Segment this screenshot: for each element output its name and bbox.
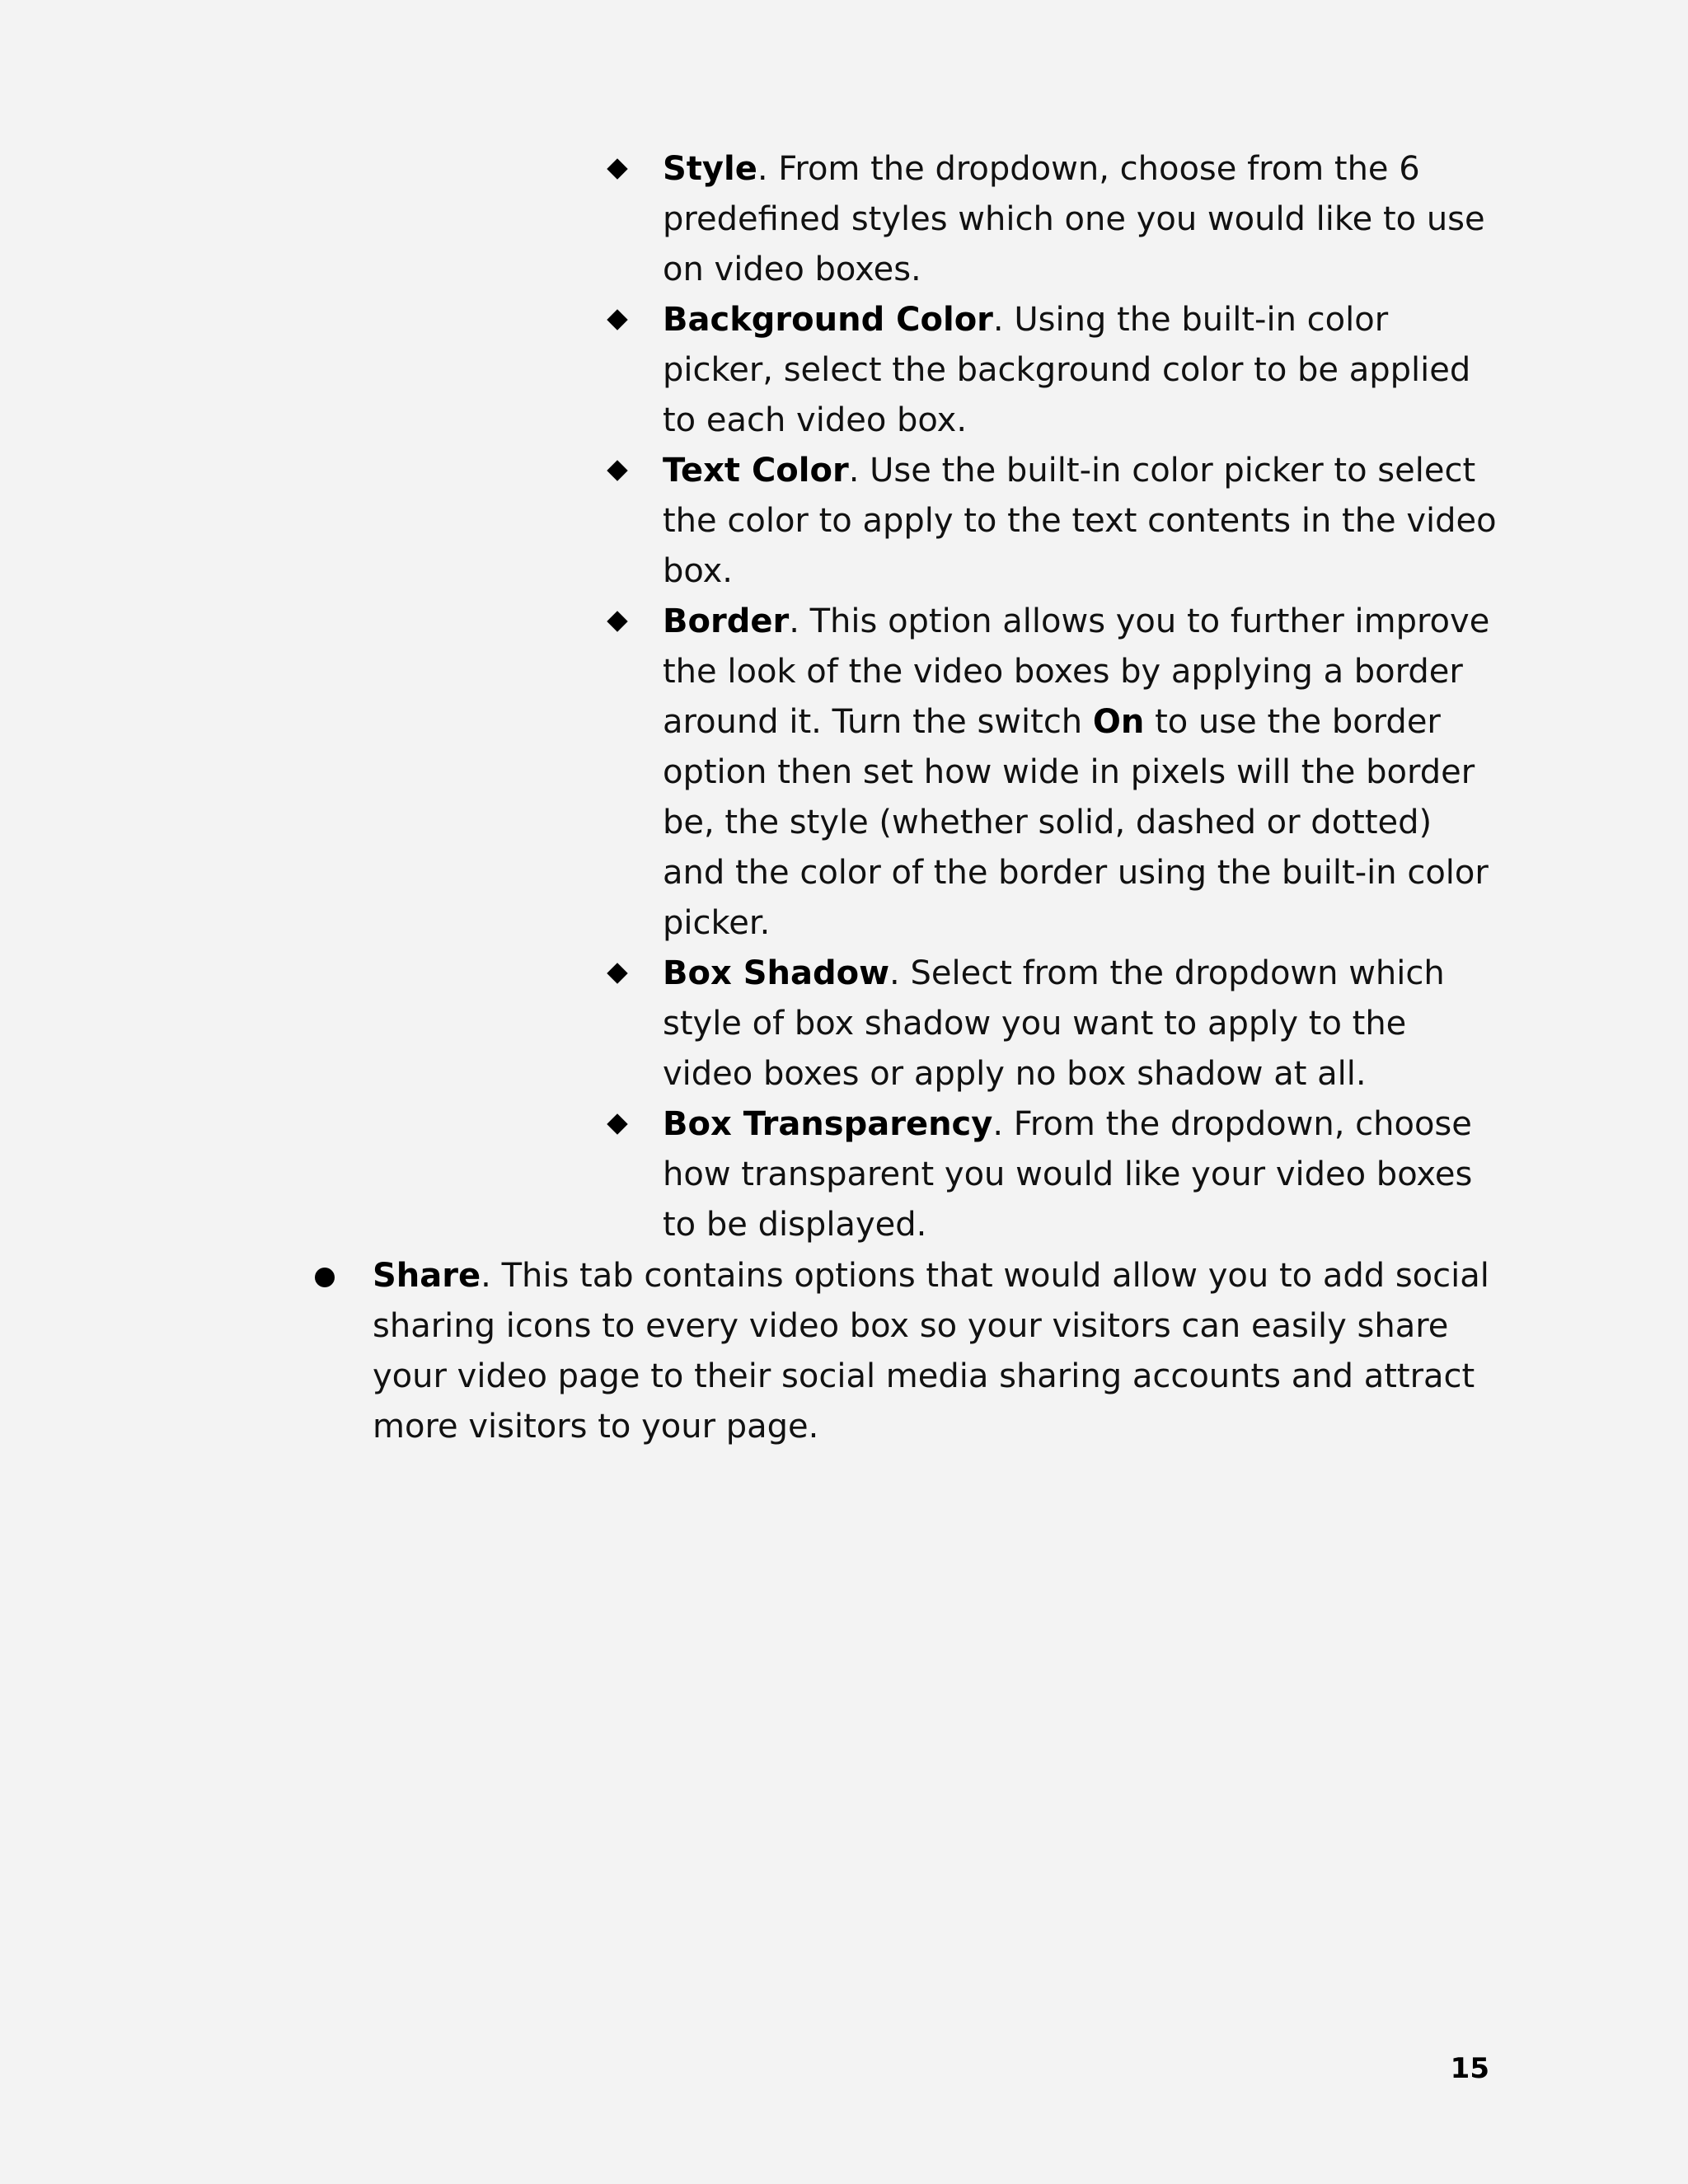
list-item-text-color [602,446,1500,597]
list-item-box-transparency [602,1099,1500,1250]
page-number: 15 [1450,2052,1489,2085]
item-text: . Use the built-in color picker to select the color to apply to the text contents in the video box. [663,452,1497,590]
item-term: Box Transparency [663,1105,993,1143]
diamond-bullet-icon [607,611,628,632]
item-text: . This option allows you to further improve the look of the video boxes by applying a border around it. Turn the switch [663,602,1490,741]
list-item-box-shadow [602,949,1500,1099]
diamond-bullet-icon [607,158,628,180]
main-option-list [309,1251,1504,1452]
diamond-bullet-icon [607,460,628,481]
round-bullet-icon [315,1268,335,1287]
list-item-background-color [602,295,1500,446]
item-term: Style [663,150,757,188]
item-term: Background Color [663,301,993,339]
diamond-bullet-icon [607,963,628,984]
item-text: . From the dropdown, choose how transparent you would like your video boxes to be displayed. [663,1105,1473,1244]
item-term: Text Color [663,452,849,490]
diamond-bullet-icon [607,1113,628,1135]
item-term: Box Shadow [663,954,890,992]
diamond-bullet-icon [607,309,628,330]
list-item-style [602,144,1500,295]
item-text: to use the border option then set how wide in pixels will the border be, the style (whether solid, dashed or dotted) and the color of the border using the built-in color picker. [663,703,1489,942]
item-text: . From the dropdown, choose from the 6 predefined styles which one you would like to use on video boxes. [663,150,1485,288]
item-text: . Using the built-in color picker, select the background color to be applied to each video box. [663,301,1471,439]
item-emphasis: On [1092,703,1145,741]
item-term: Share [373,1257,481,1295]
item-term: Border [663,602,790,640]
item-text: . This tab contains options that would allow you to add social sharing icons to every video box so your visitors can easily share your video page to their social media sharing accounts and attract more visitors to your page. [373,1257,1489,1446]
sub-option-list [602,144,1500,1250]
list-item-border [602,597,1500,949]
list-item-share [309,1251,1504,1452]
item-text: . Select from the dropdown which style of box shadow you want to apply to the video boxes or apply no box shadow at all. [663,954,1445,1093]
